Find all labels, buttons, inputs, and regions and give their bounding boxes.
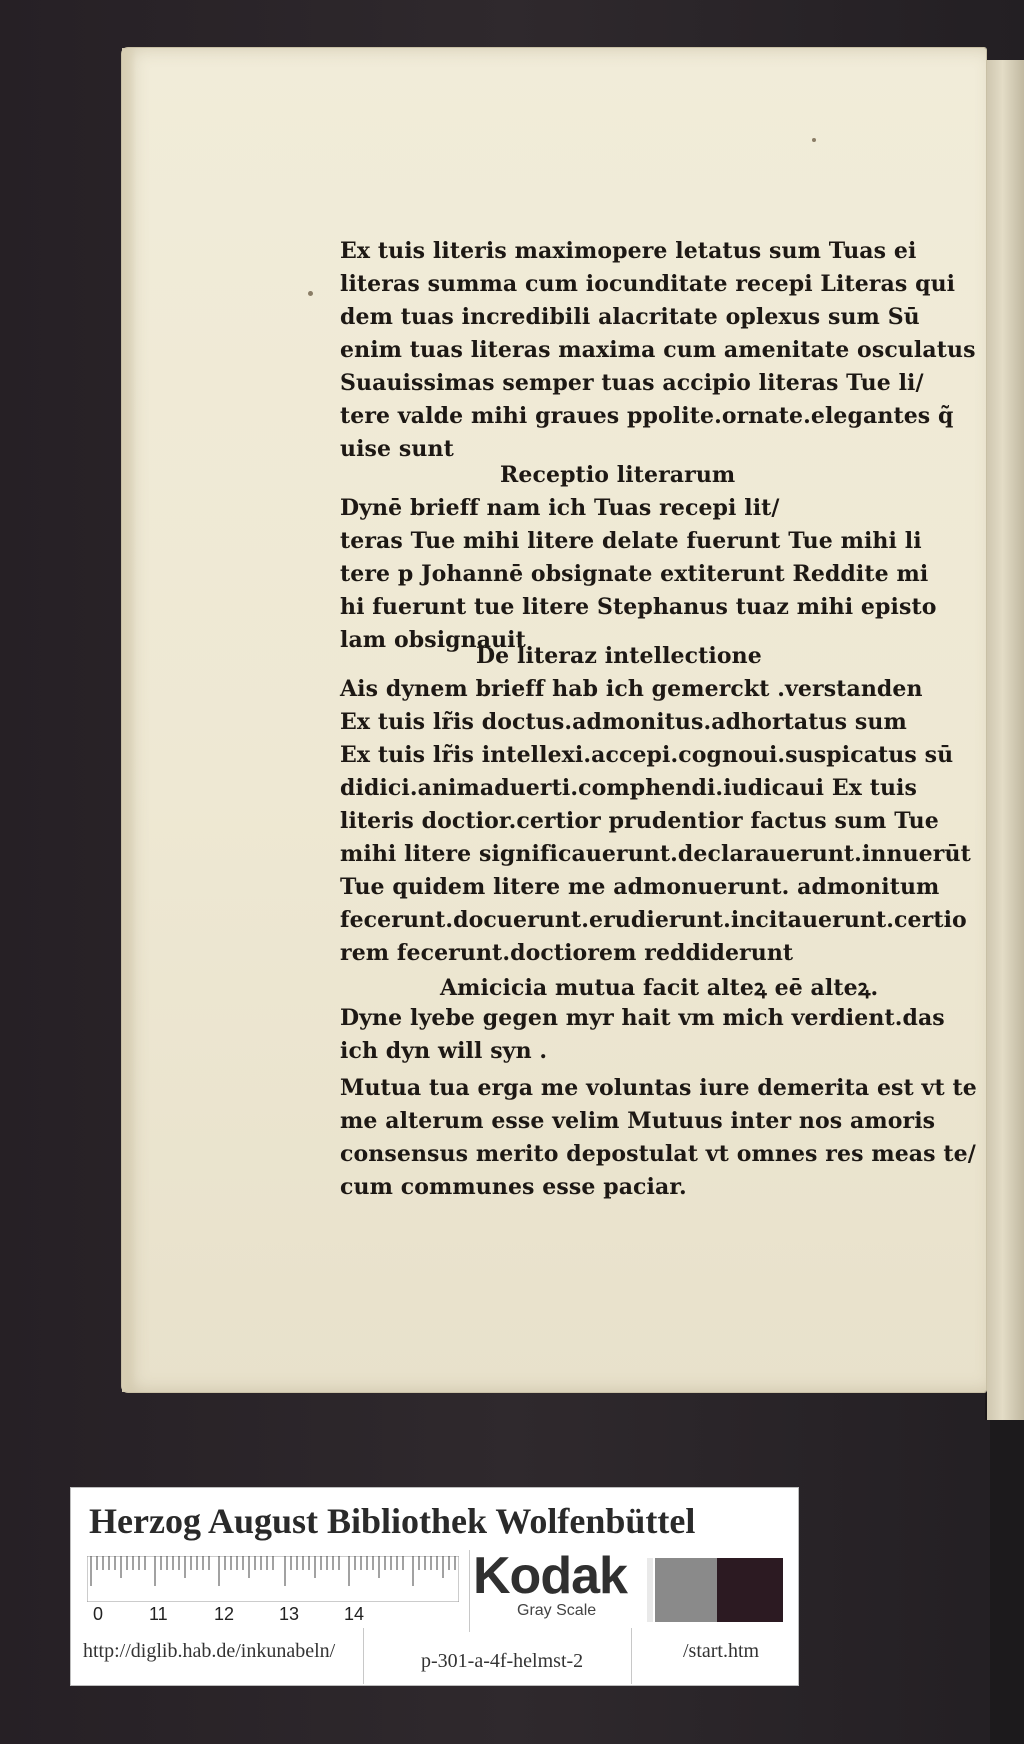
text-line: Suauissimas semper tuas accipio literas Tue li/: [340, 370, 924, 396]
section-heading: Receptio literarum: [500, 462, 736, 488]
text-line: literis doctior.certior prudentior factus sum Tue: [340, 808, 939, 834]
text-line: Dyne lyebe gegen myr hait vm mich verdient.das: [340, 1005, 945, 1031]
text-line: me alterum esse velim Mutuus inter nos amoris: [340, 1108, 936, 1134]
text-line: ich dyn will syn .: [340, 1038, 548, 1064]
text-line: Tue quidem litere me admonuerunt. admonitum: [340, 874, 940, 900]
gray-scale-label: Gray Scale: [517, 1602, 597, 1619]
page-edge-shading: [122, 48, 136, 1392]
text-line: dem tuas incredibili alacritate oplexus sum Sū: [340, 304, 920, 330]
library-title: Herzog August Bibliothek Wolfenbüttel: [89, 1501, 696, 1541]
ruler-labels: [87, 1604, 467, 1628]
text-line: lam obsignauit: [340, 627, 526, 653]
text-line: teras Tue mihi litere delate fuerunt Tue mihi li: [340, 528, 922, 554]
ruler-label: 13: [279, 1604, 300, 1624]
text-line: literas summa cum iocunditate recepi Literas qui: [340, 271, 956, 297]
text-line: Ex tuis literis maximopere letatus sum Tuas ei: [340, 238, 917, 264]
text-line: enim tuas literas maxima cum amenitate osculatus: [340, 337, 976, 363]
ruler-scale: [87, 1556, 459, 1602]
ruler-label: 12: [214, 1604, 235, 1624]
url-shelfmark: p-301-a-4f-helmst-2: [421, 1650, 584, 1672]
gray-swatch-mid: [655, 1558, 717, 1622]
card-divider: [631, 1628, 632, 1684]
url-suffix: /start.htm: [683, 1640, 760, 1662]
page-speck: [812, 138, 816, 142]
text-line: tere p Johannē obsignate extiterunt Reddite mi: [340, 561, 929, 587]
ruler-label: 11: [149, 1604, 168, 1624]
text-line: rem fecerunt.doctiorem reddiderunt: [340, 940, 794, 966]
section-heading: De literaz intellectione: [476, 643, 762, 669]
adjacent-page-edge: [985, 60, 1024, 1420]
section-heading: Amicicia mutua facit alteꝝ eē alteꝝ.: [440, 975, 879, 1001]
text-line: Ex tuis lr̃is doctus.admonitus.adhortatus sum: [340, 709, 907, 735]
page-speck: [308, 291, 313, 296]
card-divider: [469, 1550, 470, 1632]
text-line: tere valde mihi graues ppolite.ornate.elegantes q̃: [340, 403, 954, 429]
text-line: cum communes esse paciar.: [340, 1174, 687, 1200]
color-calibration-card: [70, 1487, 799, 1686]
text-line: Ex tuis lr̃is intellexi.accepi.cognoui.suspicatus sū: [340, 742, 954, 768]
text-line: mihi litere significauerunt.declarauerunt.innuerūt: [340, 841, 971, 867]
ruler-label: 14: [344, 1604, 365, 1624]
text-line: Mutua tua erga me voluntas iure demerita est vt te: [340, 1075, 977, 1101]
url-prefix: http://diglib.hab.de/inkunabeln/: [83, 1640, 336, 1662]
text-line: uise sunt: [340, 436, 454, 462]
text-line: consensus merito depostulat vt omnes res meas te/: [340, 1141, 976, 1167]
text-line: Ais dynem brieff hab ich gemerckt .verstanden: [340, 676, 923, 702]
adjacent-page-shadow: [990, 1420, 1024, 1744]
card-divider: [363, 1628, 364, 1684]
kodak-logo: Kodak: [473, 1547, 627, 1605]
gray-swatch-dark: [717, 1558, 783, 1622]
gray-swatch-white: [647, 1558, 653, 1622]
text-line: didici.animaduerti.comphendi.iudicaui Ex tuis: [340, 775, 917, 801]
text-line: Dynē brieff nam ich Tuas recepi lit/: [340, 495, 780, 521]
text-line: fecerunt.docuerunt.erudierunt.incitauerunt.certio: [340, 907, 967, 933]
text-line: hi fuerunt tue litere Stephanus tuaz mihi episto: [340, 594, 937, 620]
ruler-label: 0: [93, 1604, 104, 1624]
